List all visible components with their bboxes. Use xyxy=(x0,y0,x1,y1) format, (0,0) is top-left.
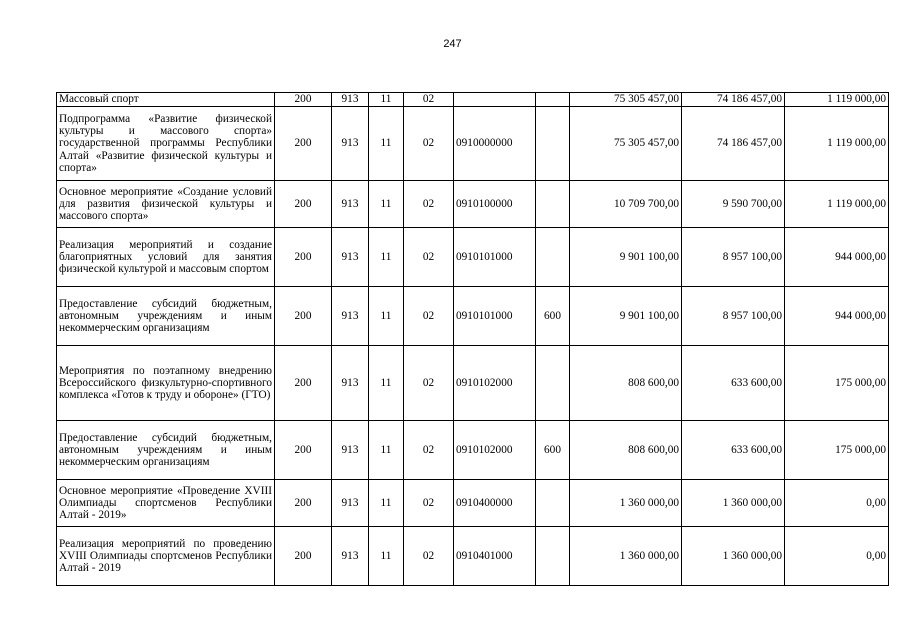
row-name: Подпрограмма «Развитие физической культуры и массового спорта» государственной программы Республики Алтай «Развитие физической культуры и спорта» xyxy=(57,107,275,181)
amount-total: 1 360 000,00 xyxy=(570,527,682,586)
section-code: 11 xyxy=(369,228,404,287)
ministry-code: 913 xyxy=(332,527,369,586)
amount-3: 0,00 xyxy=(785,480,889,527)
amount-total: 75 305 457,00 xyxy=(570,93,682,107)
target-article-code: 0910000000 xyxy=(454,107,536,181)
admin-code: 200 xyxy=(275,287,332,346)
row-name: Реализация мероприятий и создание благоприятных условий для занятия физической культурой и массовым спортом xyxy=(57,228,275,287)
ministry-code: 913 xyxy=(332,107,369,181)
expense-type-code xyxy=(536,228,570,287)
amount-2: 9 590 700,00 xyxy=(682,181,785,228)
amount-2: 74 186 457,00 xyxy=(682,107,785,181)
admin-code: 200 xyxy=(275,527,332,586)
page-number: 247 xyxy=(443,38,462,50)
subsection-code: 02 xyxy=(404,480,454,527)
table-row xyxy=(57,527,889,586)
row-name: Предоставление субсидий бюджетным, автономным учреждениям и иным некоммерческим организациям xyxy=(57,421,275,480)
amount-2: 8 957 100,00 xyxy=(682,287,785,346)
section-code: 11 xyxy=(369,527,404,586)
ministry-code: 913 xyxy=(332,181,369,228)
ministry-code: 913 xyxy=(332,421,369,480)
table-row xyxy=(57,287,889,346)
table-row xyxy=(57,480,889,527)
table-row xyxy=(57,93,889,107)
ministry-code: 913 xyxy=(332,287,369,346)
table-row xyxy=(57,421,889,480)
amount-total: 75 305 457,00 xyxy=(570,107,682,181)
section-code: 11 xyxy=(369,421,404,480)
amount-2: 633 600,00 xyxy=(682,346,785,421)
row-name: Основное мероприятие «Создание условий для развития физической культуры и массового спорта» xyxy=(57,181,275,228)
amount-3: 944 000,00 xyxy=(785,228,889,287)
subsection-code: 02 xyxy=(404,287,454,346)
amount-2: 74 186 457,00 xyxy=(682,93,785,107)
expense-type-code xyxy=(536,346,570,421)
target-article-code: 0910100000 xyxy=(454,181,536,228)
amount-total: 9 901 100,00 xyxy=(570,228,682,287)
amount-total: 9 901 100,00 xyxy=(570,287,682,346)
target-article-code: 0910401000 xyxy=(454,527,536,586)
expense-type-code xyxy=(536,527,570,586)
admin-code: 200 xyxy=(275,107,332,181)
amount-3: 944 000,00 xyxy=(785,287,889,346)
expense-type-code xyxy=(536,93,570,107)
section-code: 11 xyxy=(369,346,404,421)
ministry-code: 913 xyxy=(332,93,369,107)
expense-type-code xyxy=(536,480,570,527)
table-row xyxy=(57,346,889,421)
amount-total: 808 600,00 xyxy=(570,421,682,480)
ministry-code: 913 xyxy=(332,346,369,421)
row-name: Массовый спорт xyxy=(57,93,275,107)
target-article-code xyxy=(454,93,536,107)
section-code: 11 xyxy=(369,93,404,107)
expense-type-code: 600 xyxy=(536,287,570,346)
amount-total: 808 600,00 xyxy=(570,346,682,421)
amount-2: 1 360 000,00 xyxy=(682,527,785,586)
amount-2: 8 957 100,00 xyxy=(682,228,785,287)
subsection-code: 02 xyxy=(404,228,454,287)
expense-type-code xyxy=(536,107,570,181)
amount-total: 10 709 700,00 xyxy=(570,181,682,228)
row-name: Предоставление субсидий бюджетным, автономным учреждениям и иным некоммерческим организациям xyxy=(57,287,275,346)
amount-3: 1 119 000,00 xyxy=(785,107,889,181)
row-name: Основное мероприятие «Проведение XVIII Олимпиады спортсменов Республики Алтай - 2019» xyxy=(57,480,275,527)
admin-code: 200 xyxy=(275,181,332,228)
target-article-code: 0910102000 xyxy=(454,421,536,480)
admin-code: 200 xyxy=(275,228,332,287)
budget-table xyxy=(56,92,889,586)
table-row xyxy=(57,181,889,228)
section-code: 11 xyxy=(369,287,404,346)
ministry-code: 913 xyxy=(332,228,369,287)
target-article-code: 0910102000 xyxy=(454,346,536,421)
target-article-code: 0910101000 xyxy=(454,287,536,346)
target-article-code: 0910400000 xyxy=(454,480,536,527)
section-code: 11 xyxy=(369,107,404,181)
table-row xyxy=(57,107,889,181)
subsection-code: 02 xyxy=(404,93,454,107)
admin-code: 200 xyxy=(275,421,332,480)
amount-3: 175 000,00 xyxy=(785,421,889,480)
table-row xyxy=(57,228,889,287)
amount-2: 633 600,00 xyxy=(682,421,785,480)
amount-2: 1 360 000,00 xyxy=(682,480,785,527)
section-code: 11 xyxy=(369,480,404,527)
amount-3: 0,00 xyxy=(785,527,889,586)
expense-type-code: 600 xyxy=(536,421,570,480)
subsection-code: 02 xyxy=(404,107,454,181)
target-article-code: 0910101000 xyxy=(454,228,536,287)
subsection-code: 02 xyxy=(404,527,454,586)
amount-3: 1 119 000,00 xyxy=(785,93,889,107)
ministry-code: 913 xyxy=(332,480,369,527)
admin-code: 200 xyxy=(275,480,332,527)
amount-3: 175 000,00 xyxy=(785,346,889,421)
subsection-code: 02 xyxy=(404,421,454,480)
section-code: 11 xyxy=(369,181,404,228)
subsection-code: 02 xyxy=(404,346,454,421)
row-name: Реализация мероприятий по проведению XVIII Олимпиады спортсменов Республики Алтай - 2019 xyxy=(57,527,275,586)
subsection-code: 02 xyxy=(404,181,454,228)
row-name: Мероприятия по поэтапному внедрению Всероссийского физкультурно-спортивного комплекса «Готов к труду и обороне» (ГТО) xyxy=(57,346,275,421)
admin-code: 200 xyxy=(275,346,332,421)
admin-code: 200 xyxy=(275,93,332,107)
amount-total: 1 360 000,00 xyxy=(570,480,682,527)
amount-3: 1 119 000,00 xyxy=(785,181,889,228)
expense-type-code xyxy=(536,181,570,228)
